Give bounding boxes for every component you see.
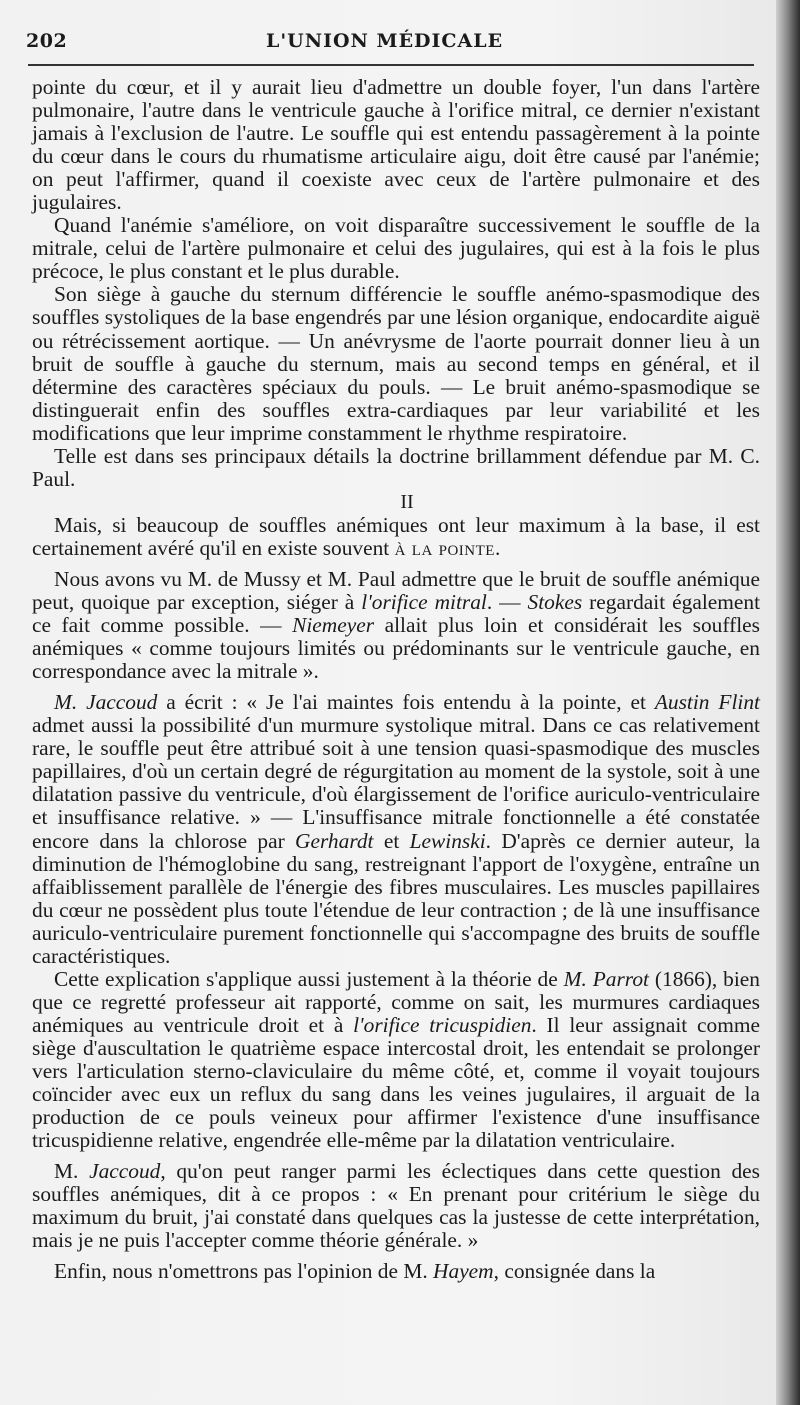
paragraph-6 bbox=[32, 568, 760, 683]
paragraph-5-end: . bbox=[494, 535, 501, 560]
paragraph-8-text-3: . Il leur assignait comme siège d'auscultation le quatrième espace intercostal droit, les entendait se prolonger vers l'articulation sterno-claviculaire du même côté, et, comme il voyait toujours coïncider avec eux un reflux du sang dans les veines jugulaires, il arguait de la production de ce pouls veineux pour affirmer l'existence d'une insuffisance tricuspidienne relative, engendrée elle-même par la dilatation ventriculaire. bbox=[32, 1012, 760, 1153]
paragraph-8-text-2: (1866), bien que ce regretté professeur ait rapporté, comme on sait, les murmures cardiaques anémiques au ventricule droit et à bbox=[32, 966, 760, 1037]
paragraph-2: Quand l'anémie s'améliore, on voit disparaître successivement le souffle de la mitrale, celui de l'artère pulmonaire et celui des jugulaires, qui est à la fois le plus précoce, le plus constant et le plus durable. bbox=[32, 213, 760, 284]
paragraph-8-italic-parrot: M. Parrot bbox=[563, 966, 649, 991]
article-body bbox=[32, 76, 760, 1283]
paragraph-5-emphasis: à la pointe bbox=[394, 535, 495, 560]
paragraph-1: pointe du cœur, et il y aurait lieu d'admettre un double foyer, l'un dans l'artère pulmonaire, l'autre dans le ventricule gauche à l'orifice mitral, ce dernier n'existant jamais à l'exclusion de l'autre. Le souffle qui est entendu passagèrement à la pointe du cœur dans le cours du rhumatisme articulaire aigu, doit être causé par l'anémie; on peut l'affirmer, quand il coexiste avec ceux de l'artère pulmonaire et des jugulaires. bbox=[32, 75, 760, 215]
paragraph-7 bbox=[32, 691, 760, 968]
paragraph-8-italic-tricuspidien: l'orifice tricuspidien bbox=[353, 1012, 532, 1037]
paragraph-10 bbox=[32, 1260, 760, 1283]
paragraph-5-text: Mais, si beaucoup de souffles anémiques ont leur maximum à la base, il est certainement avéré qu'il en existe souvent bbox=[32, 512, 760, 560]
paragraph-9-text: M. bbox=[54, 1159, 90, 1184]
paragraph-7-italic-gerhardt: Gerhardt bbox=[295, 828, 374, 853]
page-header bbox=[26, 30, 756, 60]
paragraph-9-italic-jaccoud: Jaccoud bbox=[89, 1159, 161, 1184]
paragraph-6-text: Nous avons vu M. de Mussy et M. Paul admettre que le bruit de souffle anémique peut, quoique par exception, siéger à bbox=[32, 566, 760, 615]
paragraph-10-text-2: , consignée dans la bbox=[493, 1259, 656, 1284]
paragraph-6-italic-niemeyer: Niemeyer bbox=[292, 613, 375, 638]
paragraph-6-text-2: regardait également ce fait comme possible. — bbox=[32, 590, 761, 638]
paragraph-7-italic-flint: Austin Flint bbox=[654, 690, 760, 715]
paragraph-7-italic-lewinski: Lewinski bbox=[409, 828, 486, 853]
running-title: L'UNION MÉDICALE bbox=[266, 30, 504, 52]
paragraph-6-text-3: allait plus loin et considérait les souffles anémiques « comme toujours limités ou prédominants sur le ventricule gauche, en correspondance avec la mitrale ». bbox=[32, 613, 760, 684]
paragraph-7-text: a écrit : « Je l'ai maintes fois entendu à la pointe, et bbox=[157, 690, 655, 715]
book-spine-shadow bbox=[776, 0, 800, 1405]
page-number: 202 bbox=[26, 30, 68, 52]
paragraph-3: Son siège à gauche du sternum différencie le souffle anémo-spasmodique des souffles systoliques de la base engendrés par une lésion organique, endocardite aiguë ou rétrécissement aortique. — Un anévrysme de l'aorte pourrait donner lieu à un bruit de souffle à gauche du sternum, mais au second temps en général, et il détermine des caractères spéciaux du pouls. — Le bruit anémo-spasmodique se distinguerait enfin des souffles extra-cardiaques par leur variabilité et les modifications que leur imprime constamment le rhythme respiratoire. bbox=[32, 282, 760, 445]
paragraph-9-text-2: , qu'on peut ranger parmi les éclectiques dans cette question des souffles anémiques, dit à ce propos : « En prenant pour critérium le siège du maximum du bruit, j'ai constaté dans quelques cas la justesse de cette interprétation, mais je ne puis l'accepter comme théorie générale. » bbox=[32, 1159, 760, 1253]
paragraph-8 bbox=[32, 968, 760, 1152]
paragraph-5 bbox=[32, 514, 760, 560]
paragraph-4: Telle est dans ses principaux détails la doctrine brillamment défendue par M. C. Paul. bbox=[32, 443, 760, 491]
paragraph-10-text: Enfin, nous n'omettrons pas l'opinion de M. bbox=[54, 1259, 434, 1284]
paragraph-7-and: et bbox=[373, 828, 410, 853]
paragraph-7-text-3: . D'après ce dernier auteur, la diminution de l'hémoglobine du sang, restreignant l'apport de l'oxygène, entraîne un affaiblissement parallèle de l'énergie des fibres musculaires. Les muscles papillaires du cœur ne possèdent plus toute l'étendue de leur contraction ; de là une insuffisance auriculo-ventriculaire purement fonctionnelle qui s'accompagne des bruits de souffle caractéristiques. bbox=[32, 828, 760, 968]
paragraph-6-sep: . — bbox=[486, 590, 528, 615]
paragraph-9 bbox=[32, 1160, 760, 1252]
header-rule bbox=[28, 64, 754, 66]
paragraph-8-text: Cette explication s'applique aussi justement à la théorie de bbox=[54, 966, 564, 991]
paragraph-7-text-2: admet aussi la possibilité d'un murmure systolique mitral. Dans ce cas relativement rare, le souffle peut être attribué soit à une tension quasi-spasmodique des muscles papillaires, d'où un certain degré de régurgitation au moment de la systole, soit à une dilatation passive du ventricule, d'où élargissement de l'orifice auriculo-ventriculaire et insuffisance relative. » — L'insuffisance mitrale fonctionnelle a été constatée encore dans la chlorose par bbox=[32, 713, 760, 853]
paragraph-7-italic-jaccoud: M. Jaccoud bbox=[54, 690, 158, 715]
paragraph-10-italic-hayem: Hayem bbox=[433, 1259, 494, 1284]
section-number: II bbox=[400, 490, 414, 513]
paragraph-6-italic-mitral: l'orifice mitral bbox=[361, 590, 487, 615]
paragraph-6-italic-stokes: Stokes bbox=[527, 590, 583, 615]
